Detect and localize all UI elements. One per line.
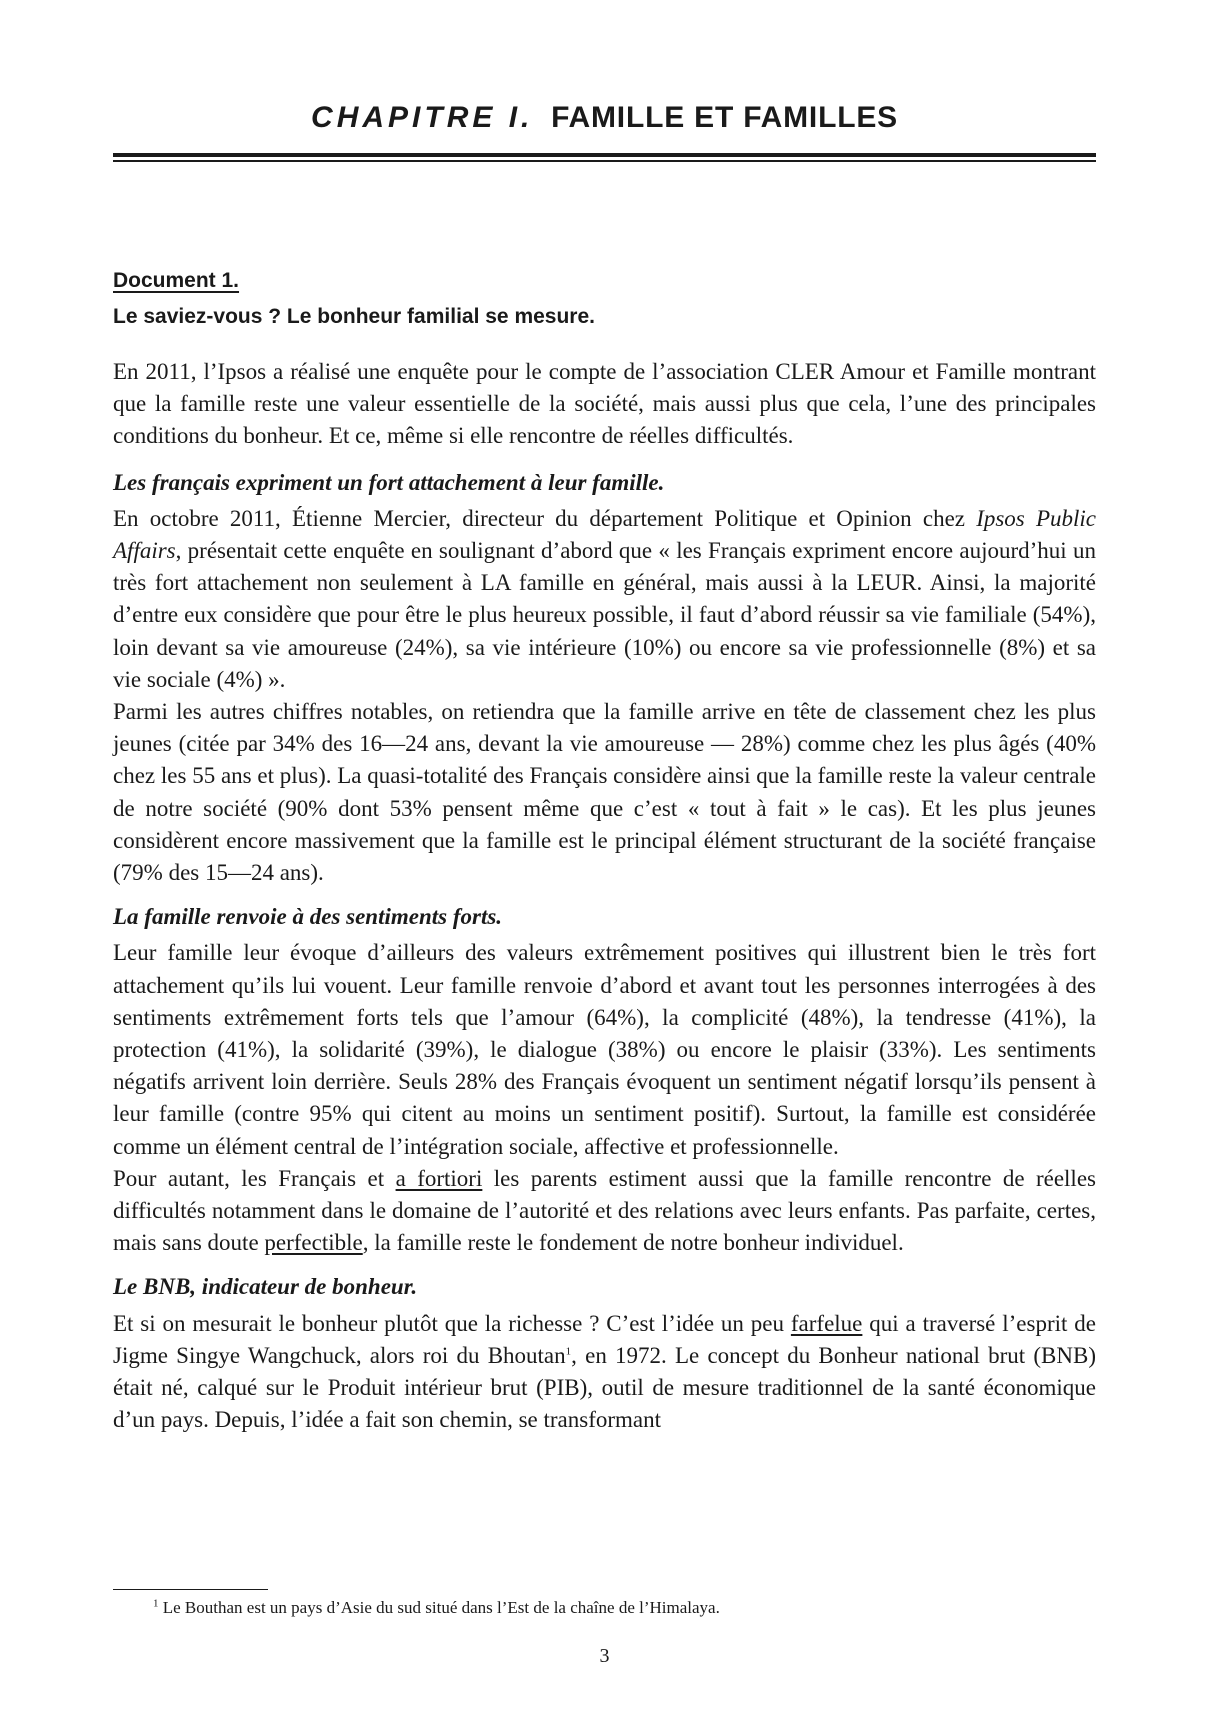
section-heading-bnb: Le BNB, indicateur de bonheur. <box>113 1274 418 1300</box>
footnote-marker: 1 <box>153 1597 159 1610</box>
section2-paragraph-1: Leur famille leur évoque d’ailleurs des valeurs extrêmement positives qui illustrent bien le très fort attachement qu’ils lui vouent. Leur famille renvoie d’abord et avant tout les personnes interrogées à des sentiments extrêmement forts tels que l’amour (64%), la complicité (48%), la tendresse (41%), la protection (41%), la solidarité (39%), le dialogue (38%) ou encore le plaisir (33%). Les sentiments négatifs arrivent loin derrière. Seuls 28% des Français évoquent un sentiment négatif lorsqu’ils pensent à leur famille (contre 95% qui citent au moins un sentiment positif). Surtout, la famille est considérée comme un élément central de l’intégration sociale, affective et professionnelle. <box>113 940 1096 1159</box>
section-heading-attachement: Les français expriment un fort attachement à leur famille. <box>113 469 665 495</box>
title-rule-thin <box>113 160 1096 162</box>
chapter-title <box>113 98 1096 138</box>
section3-paragraph-1 <box>113 1308 1096 1437</box>
footnote-text: Le Bouthan est un pays d’Asie du sud situé dans l’Est de la chaîne de l’Himalaya. <box>158 1598 720 1617</box>
italic-term: Ipsos Public Affairs <box>113 505 1096 564</box>
section1-paragraph-2: Parmi les autres chiffres notables, on retiendra que la famille arrive en tête de classement chez les plus jeunes (citée par 34% des 16—24 ans, devant la vie amoureuse — 28%) comme chez les plus âgés (40% chez les 55 ans et plus). La quasi-totalité des Français considère ainsi que la famille reste la valeur centrale de notre société (90% dont 53% pensent même que c’est « tout à fait » le cas). Et les plus jeunes considèrent encore massivement que la famille est le principal élément structurant de la société française (79% des 15—24 ans). <box>113 699 1096 886</box>
underlined-term: perfectible <box>264 1230 363 1256</box>
text-span: En octobre 2011, Étienne Mercier, directeur du département Politique et Opinion chez <box>113 505 977 531</box>
chapter-label: CHAPITRE I. <box>311 101 534 134</box>
article-body <box>113 356 1096 1437</box>
text-span: , la famille reste le fondement de notre bonheur individuel. <box>362 1230 904 1256</box>
footnote-separator <box>113 1589 268 1590</box>
text-span: , en 1972. Le concept du Bonheur national brut (BNB) était né, calqué sur le Produit intérieur brut (PIB), outil de mesure traditionnel de la santé économique d’un pays. Depuis, l’idée a fait son chemin, se transformant <box>113 1342 1096 1433</box>
section2-paragraph-2 <box>113 1163 1096 1260</box>
section-heading-sentiments: La famille renvoie à des sentiments forts. <box>113 904 503 930</box>
document-label: Document 1. <box>113 269 240 292</box>
text-span: , présentait cette enquête en soulignant d’abord que « les Français expriment encore aujourd’hui un très fort attachement non seulement à LA famille en général, mais aussi à la LEUR. Ainsi, la majorité d’entre eux considère que pour être le plus heureux possible, il faut d’abord réussir sa vie familiale (54%), loin devant sa vie amoureuse (24%), sa vie intérieure (10%) ou encore sa vie professionnelle (8%) et sa vie sociale (4%) ». <box>113 538 1096 692</box>
text-span: Pour autant, les Français et <box>113 1165 396 1191</box>
footnote <box>153 1596 720 1620</box>
footnote-reference: 1 <box>565 1345 572 1358</box>
chapter-heading: FAMILLE ET FAMILLES <box>551 101 898 134</box>
text-span: Et si on mesurait le bonheur plutôt que la richesse ? C’est l’idée un peu <box>113 1310 791 1336</box>
intro-paragraph: En 2011, l’Ipsos a réalisé une enquête pour le compte de l’association CLER Amour et Famille montrant que la famille reste une valeur essentielle de la société, mais aussi plus que cela, l’une des principales conditions du bonheur. Et ce, même si elle rencontre de réelles difficultés. <box>113 359 1096 449</box>
title-rule-thick <box>113 153 1096 157</box>
underlined-term: a fortiori <box>395 1165 483 1191</box>
text-span: les parents estiment aussi que la famille rencontre de réelles difficultés notamment dans le domaine de l’autorité et des relations avec leurs enfants. Pas parfaite, certes, mais sans doute <box>113 1165 1096 1256</box>
page-number: 3 <box>599 1645 610 1667</box>
underlined-term: farfelue <box>790 1310 863 1336</box>
document-subtitle: Le saviez-vous ? Le bonheur familial se mesure. <box>113 305 595 328</box>
text-span: qui a traversé l’esprit de Jigme Singye Wangchuck, alors roi du Bhoutan <box>113 1310 1096 1368</box>
section1-paragraph-1 <box>113 503 1096 696</box>
